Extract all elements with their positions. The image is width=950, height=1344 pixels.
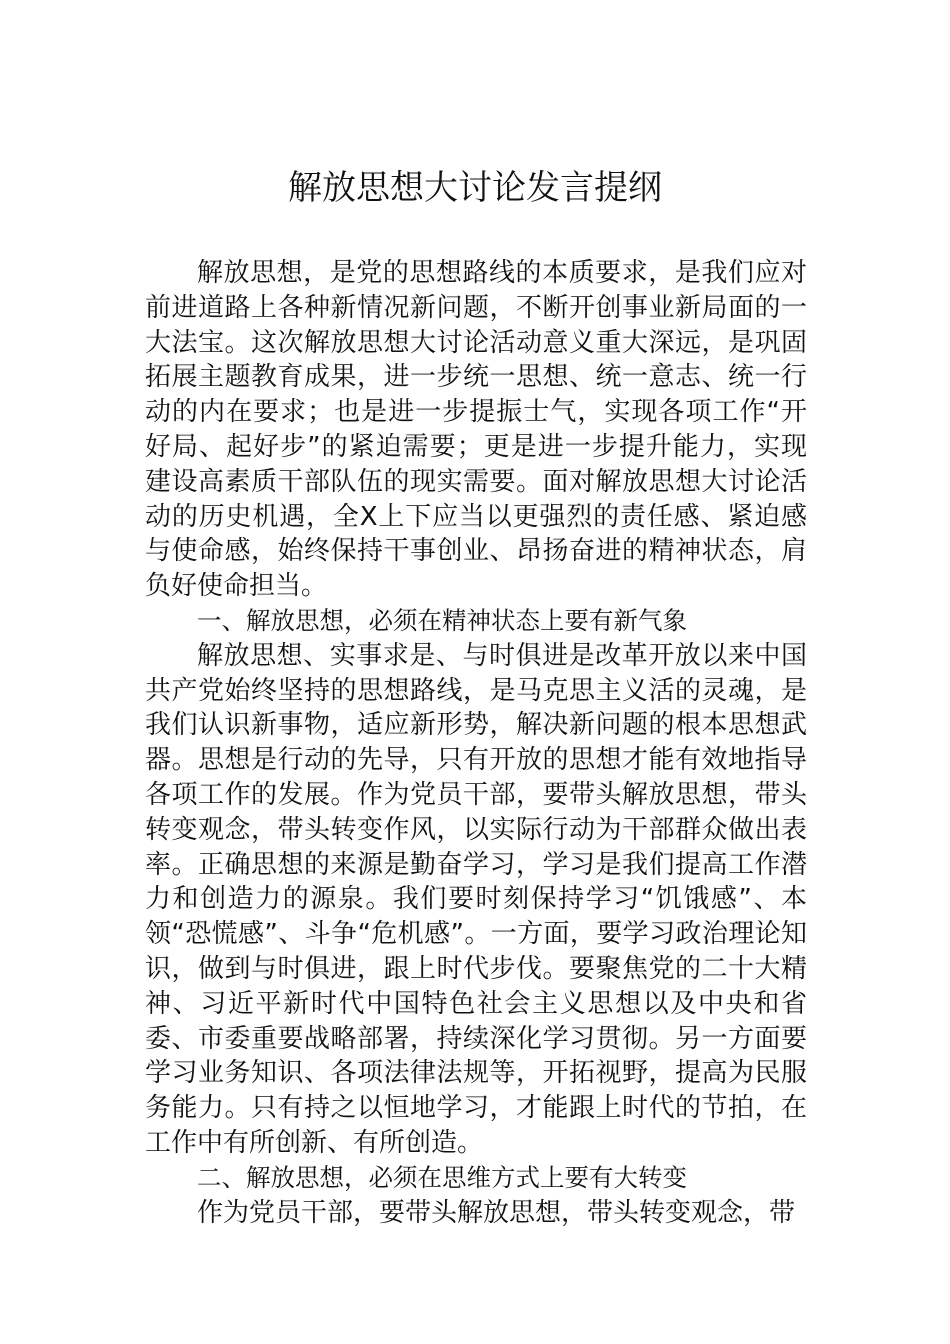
section-1-paragraph: 解放思想、实事求是、与时俱进是改革开放以来中国共产党始终坚持的思想路线，是马克思主义活的灵魂，是我们认识新事物，适应新形势，解决新问题的根本思想武器。思想是行动的先导，只有开放的思想才能有效地指导各项工作的发展。作为党员干部，要带头解放思想，带头转变观念，带头转变作风，以实际行动为干部群众做出表率。正确思想的来源是勤奋学习，学习是我们提高工作潜力和创造力的源泉。我们要时刻保持学习“饥饿感”、本领“恐慌感”、斗争“危机感”。一方面，要学习政治理论知识，做到与时俱进，跟上时代步伐。要聚焦党的二十大精神、习近平新时代中国特色社会主义思想以及中央和省委、市委重要战略部署，持续深化学习贯彻。另一方面要学习业务知识、各项法律法规等，开拓视野，提高为民服务能力。只有持之以恒地学习，才能跟上时代的节拍，在工作中有所创新、有所创造。 — [145, 640, 807, 1158]
intro-paragraph: 解放思想，是党的思想路线的本质要求，是我们应对前进道路上各种新情况新问题，不断开创事业新局面的一大法宝。这次解放思想大讨论活动意义重大深远，是巩固拓展主题教育成果，进一步统一思想、统一意志、统一行动的内在要求；也是进一步提振士气，实现各项工作“开好局、起好步”的紧迫需要；更是进一步提升能力，实现建设高素质干部队伍的现实需要。面对解放思想大讨论活动的历史机遇，全X上下应当以更强烈的责任感、紧迫感与使命感，始终保持干事创业、昂扬奋进的精神状态，肩负好使命担当。 — [145, 258, 807, 602]
section-heading-2: 二、解放思想，必须在思维方式上要有大转变 — [197, 1162, 687, 1192]
section-2-paragraph: 作为党员干部，要带头解放思想，带头转变观念，带 — [197, 1197, 796, 1228]
document-title: 解放思想大讨论发言提纲 — [288, 168, 662, 208]
document-body — [145, 256, 807, 1230]
section-heading-1: 一、解放思想，必须在精神状态上要有新气象 — [197, 605, 687, 635]
